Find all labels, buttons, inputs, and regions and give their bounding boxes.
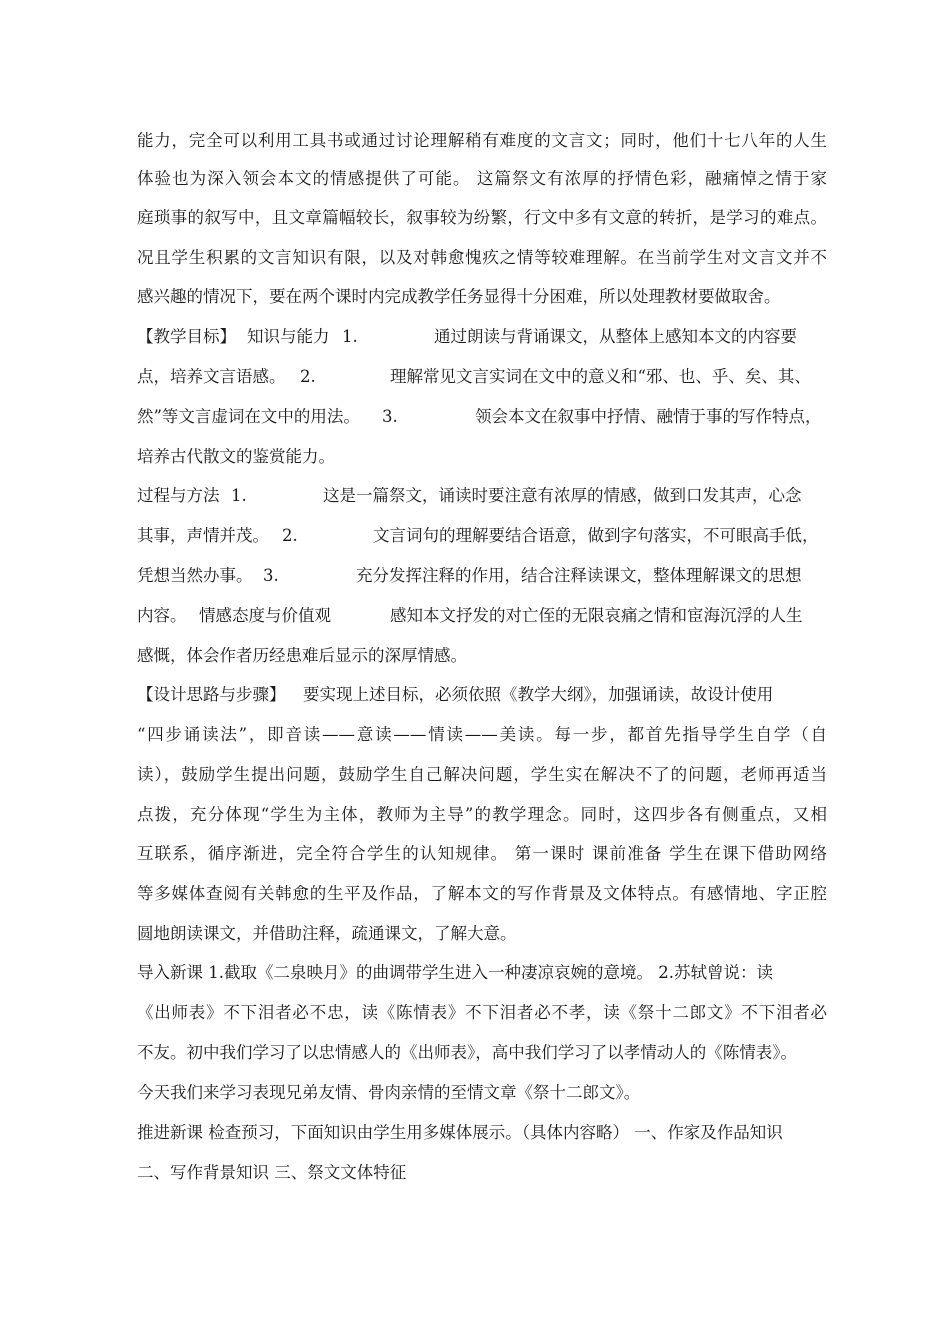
design-line: 读），鼓励学生提出问题，鼓励学生自己解决问题，学生实在解决不了的问题，老师再适当	[137, 765, 827, 784]
design-line: 等多媒体查阅有关韩愈的生平及作品，了解本文的写作背景及文体特点。有感情地、字正腔	[137, 884, 827, 903]
paragraph-line: 体验也为深入领会本文的情感提供了可能。 这篇祭文有浓厚的抒情色彩，融痛悼之情于家	[137, 169, 827, 188]
paragraph-line: 感兴趣的情况下，要在两个课时内完成教学任务显得十分困难，所以处理教材要做取舍。	[137, 287, 781, 306]
design-line: “四步诵读法”，即音读——意读——情读——美读。每一步，都首先指导学生自学（自	[137, 725, 827, 744]
objectives-heading: 【教学目标】	[137, 327, 236, 346]
process-line-4	[137, 601, 827, 631]
paragraph-line: 况且学生积累的文言知识有限，以及对韩愈愧疚之情等较难理解。在当前学生对文言文并不	[137, 248, 827, 267]
knowledge-heading: 知识与能力	[247, 327, 330, 346]
process-text: 凭想当然办事。	[137, 566, 253, 585]
process-line-5: 感慨，体会作者历经患难后显示的深厚情感。	[137, 646, 467, 665]
paragraph-line: 庭琐事的叙写中，且文章篇幅较长，叙事较为纷繁，行文中多有文意的转折，是学习的难点。	[137, 208, 827, 227]
objectives-line-1	[137, 322, 827, 352]
process-text: 这是一篇祭文，诵读时要注意有浓厚的情感，做到口发其声，心念	[323, 486, 802, 505]
process-text: 内容。	[137, 606, 187, 625]
design-line: 点拨，充分体现“学生为主体，教师为主导”的教学理念。同时，这四步各有侧重点，又相	[137, 805, 827, 824]
objectives-line-3	[137, 402, 827, 432]
process-heading: 过程与方法	[137, 486, 220, 505]
process-line-2	[137, 521, 827, 551]
item-number: 2.	[282, 526, 298, 545]
design-line: 互联系，循序渐进，完全符合学生的认知规律。 第一课时 课前准备 学生在课下借助网络	[137, 844, 827, 863]
item-number: 2.	[300, 367, 316, 386]
intro-line: 今天我们来学习表现兄弟友情、骨肉亲情的至情文章《祭十二郎文》。	[137, 1083, 641, 1102]
objectives-line-2	[137, 362, 827, 392]
item-number: 1.	[342, 327, 358, 346]
objective-text: 领会本文在叙事中抒情、融情于事的写作特点，	[475, 407, 822, 426]
objective-text: 然”等文言虚词在文中的用法。	[137, 407, 360, 426]
process-text: 其事，声情并茂。	[137, 526, 269, 545]
intro-line: 导入新课 1.截取《二泉映月》的曲调带学生进入一种凄凉哀婉的意境。 2.苏轼曾说：读	[137, 963, 773, 982]
paragraph-line: 能力，完全可以利用工具书或通过讨论理解稍有难度的文言文；同时，他们十七八年的人生	[137, 131, 827, 150]
objective-text: 点，培养文言语感。	[137, 367, 286, 386]
design-line-1	[137, 680, 827, 710]
emotion-text: 感知本文抒发的对亡侄的无限哀痛之情和宦海沉浮的人生	[390, 606, 803, 625]
objectives-line-4: 培养古代散文的鉴赏能力。	[137, 447, 335, 466]
process-text: 文言词句的理解要结合语意，做到字句落实，不可眼高手低，	[373, 526, 819, 545]
design-line: 圆地朗读课文，并借助注释，疏通课文，了解大意。	[137, 924, 517, 943]
objective-text: 理解常见文言实词在文中的意义和“邪、也、乎、矣、其、	[390, 367, 811, 386]
emotion-heading: 情感态度与价值观	[199, 606, 331, 625]
advance-line: 二、写作背景知识 三、祭文文体特征	[137, 1163, 407, 1182]
advance-line: 推进新课 检查预习，下面知识由学生用多媒体展示。（具体内容略） 一、作家及作品知识	[137, 1123, 783, 1142]
intro-line: 《出师表》不下泪者必不忠，读《陈情表》不下泪者必不孝，读《祭十二郎文》不下泪者必	[137, 1003, 827, 1022]
intro-line: 不友。初中我们学习了以忠情感人的《出师表》，高中我们学习了以孝情动人的《陈情表》。	[137, 1043, 797, 1062]
process-text: 充分发挥注释的作用，结合注释读课文，整体理解课文的思想	[356, 566, 802, 585]
process-line-1	[137, 481, 827, 511]
design-text: 要实现上述目标，必须依照《教学大纲》，加强诵读，故设计使用	[303, 685, 774, 704]
item-number: 1.	[231, 486, 247, 505]
item-number: 3.	[382, 407, 398, 426]
process-line-3	[137, 561, 827, 591]
objective-text: 通过朗读与背诵课文，从整体上感知本文的内容要	[434, 327, 797, 346]
item-number: 3.	[263, 566, 279, 585]
design-heading: 【设计思路与步骤】	[137, 685, 286, 704]
